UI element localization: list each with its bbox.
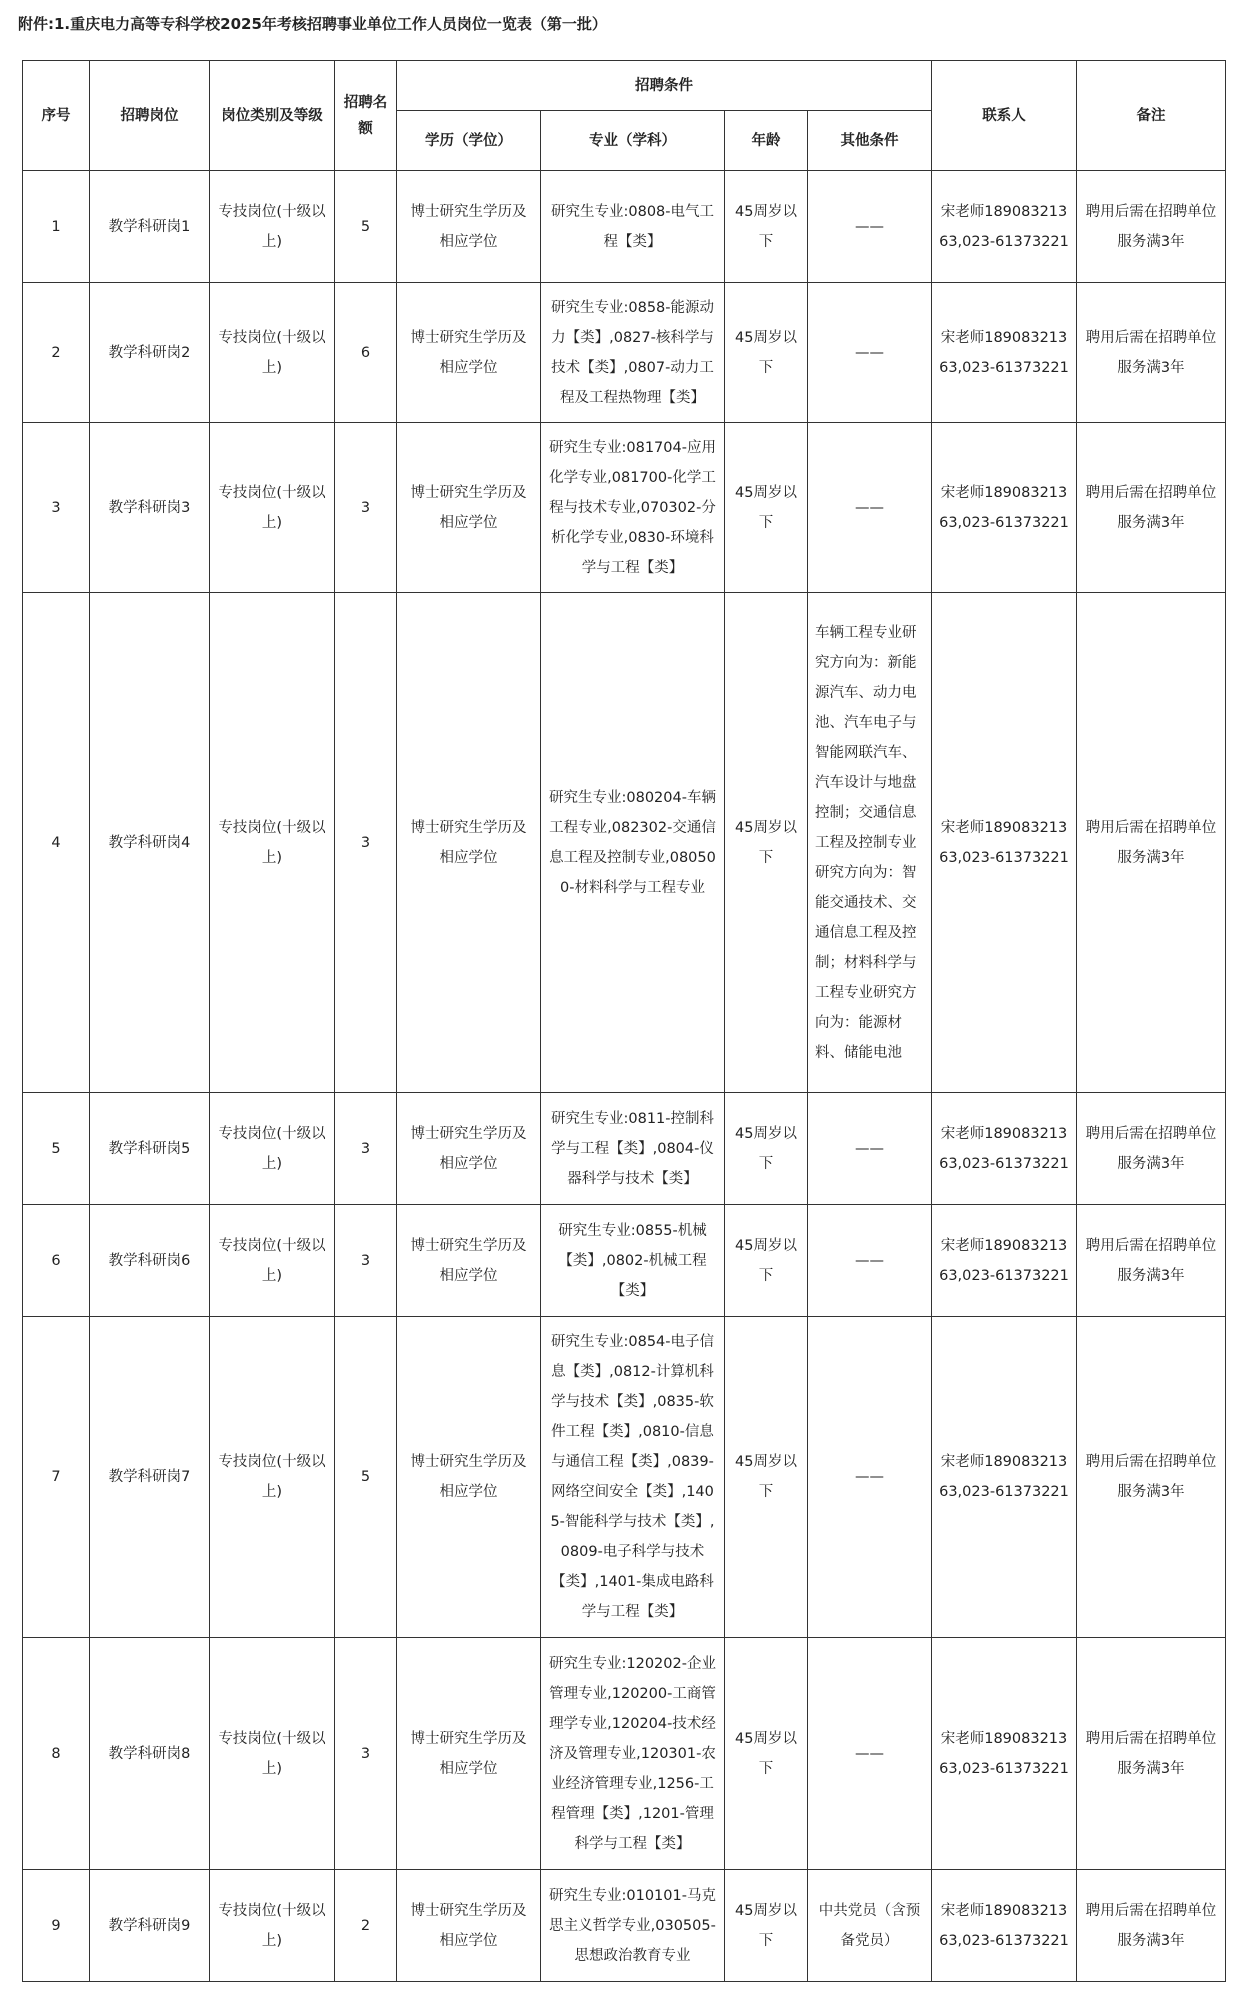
cell-contact: 宋老师18908321363,023-61373221 [932,423,1077,593]
cell-post: 教学科研岗5 [90,1093,210,1205]
cell-other: —— [808,1317,932,1638]
cell-post: 教学科研岗1 [90,171,210,283]
header-other: 其他条件 [808,111,932,171]
cell-education: 博士研究生学历及相应学位 [397,283,541,423]
cell-post: 教学科研岗3 [90,423,210,593]
cell-remark: 聘用后需在招聘单位服务满3年 [1077,1205,1226,1317]
cell-post: 教学科研岗6 [90,1205,210,1317]
cell-post: 教学科研岗7 [90,1317,210,1638]
header-category: 岗位类别及等级 [210,61,335,171]
table-header [23,61,1226,171]
cell-category: 专技岗位(十级以上) [210,283,335,423]
cell-contact: 宋老师18908321363,023-61373221 [932,283,1077,423]
cell-education: 博士研究生学历及相应学位 [397,1093,541,1205]
cell-remark: 聘用后需在招聘单位服务满3年 [1077,593,1226,1093]
header-contact: 联系人 [932,61,1077,171]
cell-contact: 宋老师18908321363,023-61373221 [932,593,1077,1093]
cell-major: 研究生专业:0858-能源动力【类】,0827-核科学与技术【类】,0807-动力工程及工程热物理【类】 [541,283,725,423]
cell-seq: 6 [23,1205,90,1317]
cell-seq: 1 [23,171,90,283]
cell-age: 45周岁以下 [725,423,808,593]
cell-age: 45周岁以下 [725,171,808,283]
cell-post: 教学科研岗2 [90,283,210,423]
cell-education: 博士研究生学历及相应学位 [397,171,541,283]
cell-seq: 5 [23,1093,90,1205]
cell-category: 专技岗位(十级以上) [210,423,335,593]
table-row [23,593,1226,1093]
cell-seq: 9 [23,1870,90,1982]
cell-count: 5 [335,1317,397,1638]
table-row [23,1205,1226,1317]
cell-seq: 4 [23,593,90,1093]
cell-contact: 宋老师18908321363,023-61373221 [932,1638,1077,1870]
cell-count: 5 [335,171,397,283]
cell-age: 45周岁以下 [725,1093,808,1205]
cell-category: 专技岗位(十级以上) [210,1317,335,1638]
cell-other: —— [808,1093,932,1205]
cell-seq: 3 [23,423,90,593]
cell-other: —— [808,1205,932,1317]
cell-contact: 宋老师18908321363,023-61373221 [932,1870,1077,1982]
cell-contact: 宋老师18908321363,023-61373221 [932,1317,1077,1638]
cell-remark: 聘用后需在招聘单位服务满3年 [1077,171,1226,283]
cell-category: 专技岗位(十级以上) [210,1205,335,1317]
recruitment-table [22,60,1226,1982]
cell-age: 45周岁以下 [725,283,808,423]
header-post: 招聘岗位 [90,61,210,171]
cell-count: 6 [335,283,397,423]
table-row [23,1093,1226,1205]
table-row [23,171,1226,283]
cell-age: 45周岁以下 [725,1205,808,1317]
cell-major: 研究生专业:0855-机械【类】,0802-机械工程【类】 [541,1205,725,1317]
table-row [23,423,1226,593]
cell-remark: 聘用后需在招聘单位服务满3年 [1077,283,1226,423]
cell-age: 45周岁以下 [725,593,808,1093]
table-body [23,171,1226,1982]
cell-age: 45周岁以下 [725,1870,808,1982]
cell-post: 教学科研岗9 [90,1870,210,1982]
cell-other: —— [808,283,932,423]
cell-count: 3 [335,593,397,1093]
cell-count: 3 [335,1093,397,1205]
cell-count: 3 [335,423,397,593]
table-row [23,1638,1226,1870]
cell-contact: 宋老师18908321363,023-61373221 [932,171,1077,283]
cell-category: 专技岗位(十级以上) [210,1093,335,1205]
header-education: 学历（学位） [397,111,541,171]
table-row [23,1870,1226,1982]
table-row [23,1317,1226,1638]
header-age: 年龄 [725,111,808,171]
cell-seq: 7 [23,1317,90,1638]
cell-category: 专技岗位(十级以上) [210,1638,335,1870]
cell-other: —— [808,1638,932,1870]
cell-education: 博士研究生学历及相应学位 [397,1638,541,1870]
cell-post: 教学科研岗8 [90,1638,210,1870]
header-conditions: 招聘条件 [397,61,932,111]
cell-other: —— [808,423,932,593]
cell-other: 车辆工程专业研究方向为：新能源汽车、动力电池、汽车电子与智能网联汽车、汽车设计与地盘控制；交通信息工程及控制专业研究方向为：智能交通技术、交通信息工程及控制；材料科学与工程专业研究方向为：能源材料、储能电池 [808,593,932,1093]
cell-major: 研究生专业:0854-电子信息【类】,0812-计算机科学与技术【类】,0835-软件工程【类】,0810-信息与通信工程【类】,0839-网络空间安全【类】,1405-智能科学与技术【类】,0809-电子科学与技术【类】,1401-集成电路科学与工程【类】 [541,1317,725,1638]
cell-contact: 宋老师18908321363,023-61373221 [932,1093,1077,1205]
cell-count: 3 [335,1205,397,1317]
header-major: 专业（学科） [541,111,725,171]
cell-age: 45周岁以下 [725,1638,808,1870]
cell-age: 45周岁以下 [725,1317,808,1638]
table-row [23,283,1226,423]
cell-major: 研究生专业:080204-车辆工程专业,082302-交通信息工程及控制专业,080500-材料科学与工程专业 [541,593,725,1093]
cell-major: 研究生专业:0811-控制科学与工程【类】,0804-仪器科学与技术【类】 [541,1093,725,1205]
cell-count: 2 [335,1870,397,1982]
header-seq: 序号 [23,61,90,171]
cell-remark: 聘用后需在招聘单位服务满3年 [1077,1870,1226,1982]
cell-remark: 聘用后需在招聘单位服务满3年 [1077,1093,1226,1205]
cell-education: 博士研究生学历及相应学位 [397,1870,541,1982]
cell-remark: 聘用后需在招聘单位服务满3年 [1077,423,1226,593]
cell-contact: 宋老师18908321363,023-61373221 [932,1205,1077,1317]
cell-education: 博士研究生学历及相应学位 [397,1205,541,1317]
cell-major: 研究生专业:0808-电气工程【类】 [541,171,725,283]
cell-post: 教学科研岗4 [90,593,210,1093]
cell-count: 3 [335,1638,397,1870]
cell-category: 专技岗位(十级以上) [210,1870,335,1982]
header-count: 招聘名额 [335,61,397,171]
cell-category: 专技岗位(十级以上) [210,171,335,283]
document-title: 附件:1.重庆电力高等专科学校2025年考核招聘事业单位工作人员岗位一览表（第一批） [18,15,607,33]
cell-education: 博士研究生学历及相应学位 [397,593,541,1093]
cell-category: 专技岗位(十级以上) [210,593,335,1093]
cell-major: 研究生专业:010101-马克思主义哲学专业,030505-思想政治教育专业 [541,1870,725,1982]
cell-remark: 聘用后需在招聘单位服务满3年 [1077,1317,1226,1638]
cell-major: 研究生专业:120202-企业管理专业,120200-工商管理学专业,120204-技术经济及管理专业,120301-农业经济管理专业,1256-工程管理【类】,1201-管理科学与工程【类】 [541,1638,725,1870]
cell-major: 研究生专业:081704-应用化学专业,081700-化学工程与技术专业,070302-分析化学专业,0830-环境科学与工程【类】 [541,423,725,593]
cell-remark: 聘用后需在招聘单位服务满3年 [1077,1638,1226,1870]
cell-other: —— [808,171,932,283]
cell-other: 中共党员（含预备党员） [808,1870,932,1982]
header-remark: 备注 [1077,61,1226,171]
cell-education: 博士研究生学历及相应学位 [397,423,541,593]
cell-education: 博士研究生学历及相应学位 [397,1317,541,1638]
cell-seq: 8 [23,1638,90,1870]
cell-seq: 2 [23,283,90,423]
